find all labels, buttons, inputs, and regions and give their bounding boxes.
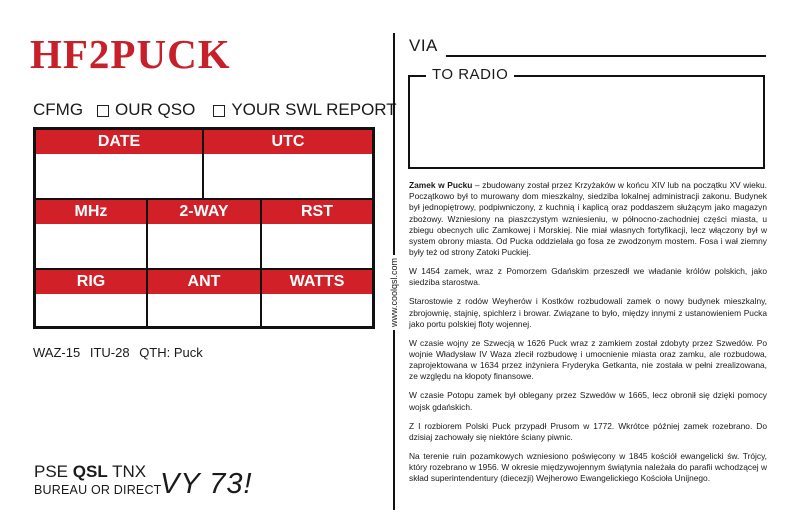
ant-field[interactable] bbox=[148, 294, 262, 326]
table-row-3 bbox=[36, 294, 372, 326]
via-line[interactable] bbox=[446, 55, 766, 57]
header-ant: ANT bbox=[148, 270, 262, 296]
history-paragraph-4: W czasie wojny ze Szwecją w 1626 Puck wraz z zamkiem został zdobyty przez Szwedów. Po wojnie Władysław IV Waza zlecił rozbudowę i umocnienie miasta oraz zamku, ale rozbudowa, zaprojektowana w 1634 przez inżyniera Fryderyka Getkanta, nie została w pełni zrealizowana, ze względu na kłopoty finansowe. bbox=[409, 337, 767, 382]
rst-field[interactable] bbox=[262, 224, 372, 268]
your-swl-report-checkbox[interactable] bbox=[213, 105, 225, 117]
tnx-text: TNX bbox=[112, 462, 147, 481]
zone-info-line bbox=[33, 345, 209, 360]
history-text bbox=[409, 180, 767, 492]
via-label: VIA bbox=[409, 36, 438, 55]
our-qso-checkbox[interactable] bbox=[97, 105, 109, 117]
history-paragraph-6: Z I rozbiorem Polski Puck przypadł Prusom w 1772. Wkrótce później zamek rozebrano. Do dzisiaj zachowały się niektóre ściany piwnic. bbox=[409, 420, 767, 442]
header-watts: WATTS bbox=[289, 273, 345, 290]
qth-location: QTH: Puck bbox=[139, 345, 203, 360]
history-paragraph-7: Na terenie ruin pozamkowych wzniesiono poświęcony w 1845 kościół ewangelicki św. Trójcy, który rozebrano w 1956. W okresie międzywojennym świątynia należała do parafii wchodzącej w skład superintendentury (diecezji) Wejherowo Ewangelickiego Kościoła Unijnego. bbox=[409, 450, 767, 484]
header-2way: 2-WAY bbox=[148, 200, 262, 226]
history-title: Zamek w Pucku bbox=[409, 180, 473, 190]
mhz-field[interactable] bbox=[36, 224, 148, 268]
pse-qsl-tnx bbox=[34, 462, 146, 481]
header-utc: UTC bbox=[271, 133, 305, 150]
to-radio-label: TO RADIO bbox=[426, 66, 514, 83]
history-paragraph-2: W 1454 zamek, wraz z Pomorzem Gdańskim przeszedł we władanie królów polskich, jako siedziba starostwa. bbox=[409, 266, 767, 288]
table-header-row-2 bbox=[36, 198, 372, 226]
cfmg-label: CFMG bbox=[33, 100, 84, 119]
history-paragraph-5: W czasie Potopu zamek był oblegany przez Szwedów w 1665, lecz obronił się dzięki pomocy wojsk gdańskich. bbox=[409, 390, 767, 412]
header-mhz: MHz bbox=[36, 200, 148, 226]
header-rst: RST bbox=[301, 203, 333, 220]
watts-field[interactable] bbox=[262, 294, 372, 326]
pse-text: PSE bbox=[34, 462, 69, 481]
table-header-row-1 bbox=[36, 130, 372, 154]
history-paragraph-1 bbox=[409, 180, 767, 258]
to-radio-box[interactable] bbox=[408, 75, 765, 169]
rig-field[interactable] bbox=[36, 294, 148, 326]
confirmation-row bbox=[33, 99, 397, 121]
your-swl-report-label: YOUR SWL REPORT bbox=[231, 100, 397, 119]
our-qso-label: OUR QSO bbox=[115, 100, 196, 119]
table-header-row-3 bbox=[36, 268, 372, 296]
header-rig: RIG bbox=[36, 270, 148, 296]
qsl-text: QSL bbox=[72, 462, 108, 481]
table-row-2 bbox=[36, 224, 372, 268]
waz-zone: WAZ-15 bbox=[33, 345, 81, 360]
qso-table bbox=[33, 127, 375, 329]
utc-field[interactable] bbox=[204, 154, 372, 198]
vy73-signoff: VY 73! bbox=[160, 468, 253, 500]
2way-field[interactable] bbox=[148, 224, 262, 268]
site-url: www.coolqsl.com bbox=[389, 255, 399, 330]
callsign-title: HF2PUCK bbox=[30, 31, 231, 77]
table-row-1 bbox=[36, 154, 372, 198]
history-p1-text: – zbudowany został przez Krzyżaków w końcu XIV lub na początku XV wieku. Początkowo był to murowany dom mieszkalny, siedziba lokalnej administracji zakonu. Budynek był jednopiętrowy, podpiwniczony, z kuchnią i kaplicą oraz poddaszem służącym jako magazyn zbożowy. Wzniesiony na piaszczystym wzniesieniu, w północno-zachodniej części miasta, u zbiegu obecnych ulic Zamkowej i Morskiej. Nie miał własnych fortyfikacji, lecz włączony był w system obrony miasta. Od Pucka oddzielała go fosa ze zwodzonym mostem. Fosa i wał ziemny były też od strony Zatoki Puckiej. bbox=[409, 180, 767, 258]
bureau-or-direct: BUREAU OR DIRECT bbox=[34, 483, 162, 497]
header-date: DATE bbox=[36, 130, 204, 154]
itu-zone: ITU-28 bbox=[89, 345, 130, 360]
history-paragraph-3: Starostowie z rodów Weyherów i Kostków rozbudowali zamek o nowy budynek mieszkalny, zbrojownię, stajnię, spichlerz i browar. Związane to było, między innymi z ustanowieniem Pucka jako portu polskiej floty wojennej. bbox=[409, 296, 767, 329]
date-field[interactable] bbox=[36, 154, 204, 198]
